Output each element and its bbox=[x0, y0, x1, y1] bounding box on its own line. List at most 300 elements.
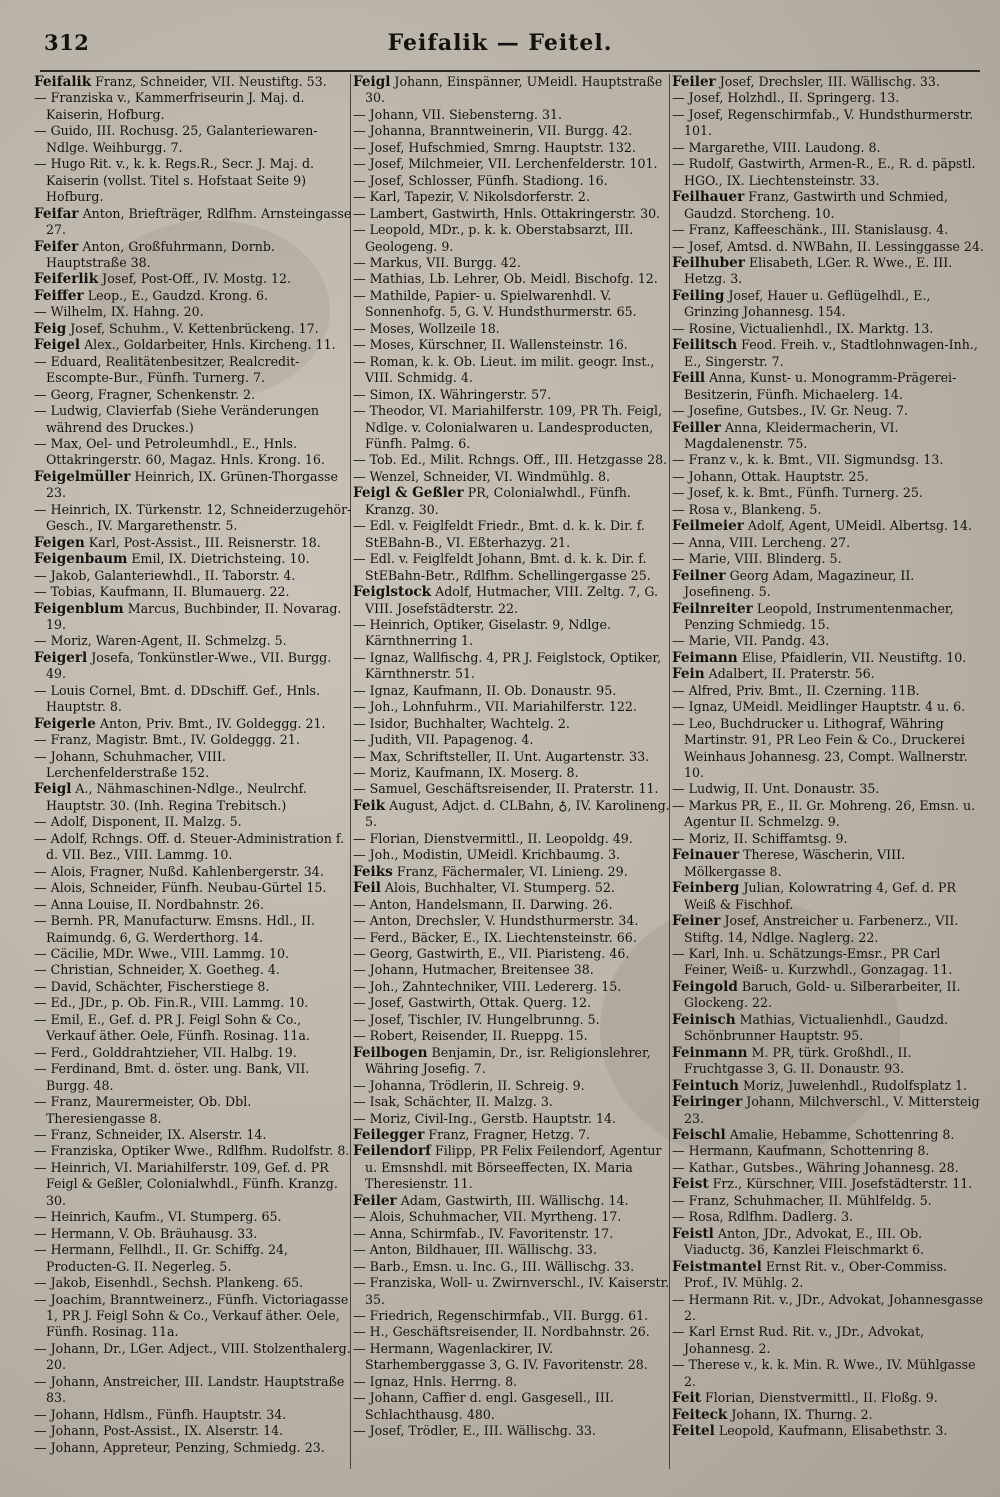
directory-entry bbox=[672, 107, 984, 140]
entry-text: Moriz, Juwelenhdl., Rudolfsplatz 1. bbox=[742, 1077, 968, 1093]
entry-surname: Feiks bbox=[353, 863, 393, 880]
entry-text: — Hugo Rit. v., k. k. Regs.R., Secr. J. Maj. d. Kaiserin (vollst. Titel s. Hofstaat Seite 9) Hofburg. bbox=[34, 156, 315, 205]
page-title: Feifalik — Feitel. bbox=[387, 30, 613, 56]
entry-text: — Georg, Fragner, Schenkenstr. 2. bbox=[34, 386, 256, 402]
directory-entry bbox=[34, 321, 352, 337]
directory-entry bbox=[353, 781, 671, 797]
directory-entry bbox=[34, 337, 352, 353]
entry-text: — Ferd., Bäcker, E., IX. Liechtensteinstr. 66. bbox=[353, 929, 637, 945]
directory-entry bbox=[34, 650, 352, 683]
directory-entry bbox=[353, 485, 671, 518]
entry-text: — Johann, Appreteur, Penzing, Schmiedg. 23. bbox=[34, 1439, 325, 1455]
entry-text: Anna, Kleidermacherin, VI. Magdalenenstr. 75. bbox=[684, 419, 899, 451]
directory-entry bbox=[34, 814, 352, 830]
entry-text: — Samuel, Geschäftsreisender, II. Praterstr. 11. bbox=[353, 781, 659, 797]
directory-entry bbox=[34, 1045, 352, 1061]
entry-surname: Feinberg bbox=[672, 880, 740, 897]
entry-text: — Friedrich, Regenschirmfab., VII. Burgg. 61. bbox=[353, 1307, 649, 1323]
entry-text: — Lambert, Gastwirth, Hnls. Ottakringerstr. 30. bbox=[353, 205, 661, 221]
directory-entry bbox=[34, 1160, 352, 1209]
entry-text: — H., Geschäftsreisender, II. Nordbahnstr. 26. bbox=[353, 1324, 650, 1340]
directory-entry bbox=[672, 1193, 984, 1209]
directory-entry bbox=[353, 1308, 671, 1324]
directory-entry bbox=[353, 683, 671, 699]
directory-entry bbox=[34, 123, 352, 156]
entry-text: Anton, Priv. Bmt., IV. Goldeggg. 21. bbox=[99, 715, 326, 731]
entry-text: Leop., E., Gaudzd. Krong. 6. bbox=[87, 287, 269, 303]
entry-surname: Feiling bbox=[672, 287, 725, 304]
entry-text: Adam, Gastwirth, III. Wällischg. 14. bbox=[400, 1192, 629, 1208]
entry-surname: Feitel bbox=[672, 1423, 715, 1440]
entry-text: — Cäcilie, MDr. Wwe., VIII. Lammg. 10. bbox=[34, 946, 290, 962]
entry-text: — Josef, Gastwirth, Ottak. Querg. 12. bbox=[353, 995, 592, 1011]
directory-entry bbox=[353, 469, 671, 485]
directory-entry bbox=[353, 354, 671, 387]
directory-entry bbox=[34, 995, 352, 1011]
entry-text: — Emil, E., Gef. d. PR J. Feigl Sohn & Co., Verkauf äther. Oele, Fünfh. Rosinag. 11a. bbox=[34, 1011, 310, 1044]
directory-entry bbox=[34, 502, 352, 535]
entry-surname: Feinauer bbox=[672, 847, 740, 864]
directory-entry bbox=[672, 1226, 984, 1259]
entry-text: Johann, Einspänner, UMeidl. Hauptstraße 30. bbox=[365, 74, 663, 106]
entry-text: Julian, Kolowratring 4, Gef. d. PR Weiß & Fischhof. bbox=[684, 880, 956, 912]
directory-entry bbox=[353, 1012, 671, 1028]
directory-entry bbox=[353, 699, 671, 715]
entry-text: — Moses, Wollzeile 18. bbox=[353, 320, 500, 336]
directory-entry bbox=[34, 354, 352, 387]
entry-surname: Feilhauer bbox=[672, 189, 745, 206]
directory-entry bbox=[672, 1324, 984, 1357]
entry-text: — Hermann Rit. v., JDr., Advokat, Johannesgasse 2. bbox=[672, 1291, 984, 1323]
directory-entry bbox=[34, 1226, 352, 1242]
directory-entry bbox=[353, 946, 671, 962]
directory-entry bbox=[34, 1423, 352, 1439]
directory-entry bbox=[672, 420, 984, 453]
directory-entry bbox=[672, 1259, 984, 1292]
entry-text: — Moriz, Civil-Ing., Gerstb. Hauptstr. 14. bbox=[353, 1110, 617, 1126]
entry-text: Adolf, Hutmacher, VIII. Zeltg. 7, G. VIII. Josefstädterstr. 22. bbox=[365, 584, 658, 616]
entry-text: — Anna, Schirmfab., IV. Favoritenstr. 17. bbox=[353, 1225, 614, 1241]
entry-text: Heinrich, IX. Grünen-Thorgasse 23. bbox=[46, 468, 338, 501]
entry-text: PR, Colonialwhdl., Fünfh. Kranzg. 30. bbox=[365, 485, 631, 517]
entry-text: — Alois, Schuhmacher, VII. Myrtheng. 17. bbox=[353, 1209, 622, 1225]
entry-text: — Bernh. PR, Manufacturw. Emsns. Hdl., II. Raimundg. 6, G. Werderthorg. 14. bbox=[34, 913, 316, 945]
directory-column-1 bbox=[34, 74, 352, 1474]
directory-entry bbox=[672, 321, 984, 337]
entry-text: — Therese v., k. k. Min. R. Wwe., IV. Mühlgasse 2. bbox=[672, 1357, 976, 1389]
directory-entry bbox=[34, 535, 352, 551]
directory-entry bbox=[353, 156, 671, 172]
entry-text: — Judith, VII. Papagenog. 4. bbox=[353, 732, 534, 748]
entry-text: Elisabeth, LGer. R. Wwe., E. III. Hetzg. 3. bbox=[684, 254, 953, 287]
entry-surname: Feig bbox=[34, 320, 67, 337]
entry-text: Adolf, Agent, UMeidl. Albertsg. 14. bbox=[747, 518, 973, 534]
entry-text: — Edl. v. Feiglfeldt Friedr., Bmt. d. k. k. Dir. f. StEBahn-B., VI. Eßterhazyg. 21. bbox=[353, 518, 645, 550]
entry-surname: Feistmantel bbox=[672, 1258, 762, 1275]
entry-surname: Feischl bbox=[672, 1127, 726, 1143]
entry-text: — Franz, Kaffeeschänk., III. Stanislausg. 4. bbox=[672, 222, 949, 238]
entry-text: A., Nähmaschinen-Ndlge., Neulrchf. Hauptstr. 30. (Inh. Regina Trebitsch.) bbox=[46, 781, 307, 813]
entry-text: — Ferd., Golddrahtzieher, VII. Halbg. 19. bbox=[34, 1044, 297, 1060]
directory-entry bbox=[34, 962, 352, 978]
directory-entry bbox=[672, 946, 984, 979]
entry-surname: Feik bbox=[353, 797, 386, 814]
entry-text: Anna, Kunst- u. Monogramm-Prägerei-Besitzerin, Fünfh. Michaelerg. 14. bbox=[684, 370, 957, 402]
entry-text: — Adolf, Disponent, II. Malzg. 5. bbox=[34, 814, 242, 830]
entry-text: — Max, Schriftsteller, II. Unt. Augartenstr. 33. bbox=[353, 748, 650, 764]
directory-entry bbox=[353, 173, 671, 189]
directory-entry bbox=[672, 189, 984, 222]
entry-text: — Johann, Post-Assist., IX. Alserstr. 14. bbox=[34, 1423, 284, 1439]
entry-surname: Feiler bbox=[672, 74, 716, 90]
directory-entry bbox=[672, 535, 984, 551]
directory-entry bbox=[672, 683, 984, 699]
directory-entry bbox=[34, 1407, 352, 1423]
entry-text: — Johann, Ottak. Hauptstr. 25. bbox=[672, 468, 869, 484]
directory-entry bbox=[672, 140, 984, 156]
directory-entry bbox=[353, 1423, 671, 1439]
directory-entry bbox=[672, 518, 984, 534]
directory-entry bbox=[34, 387, 352, 403]
entry-text: Feod. Freih. v., Stadtlohnwagen-Inh., E., Singerstr. 7. bbox=[684, 337, 978, 369]
entry-text: — Johann, Hdlsm., Fünfh. Hauptstr. 34. bbox=[34, 1406, 287, 1422]
directory-entry bbox=[34, 271, 352, 287]
entry-text: — Joh., Lohnfuhrm., VII. Mariahilferstr. 122. bbox=[353, 699, 637, 715]
entry-text: — Robert, Reisender, II. Rueppg. 15. bbox=[353, 1028, 588, 1044]
entry-text: — David, Schächter, Fischerstiege 8. bbox=[34, 978, 270, 994]
entry-surname: Feill bbox=[672, 370, 706, 387]
entry-text: — Franz v., k. k. Bmt., VII. Sigmundsg. 13. bbox=[672, 452, 944, 468]
entry-surname: Feintuch bbox=[672, 1077, 739, 1094]
directory-entry bbox=[672, 1176, 984, 1192]
entry-text: — Heinrich, VI. Mariahilferstr. 109, Gef. d. PR Feigl & Geßler, Colonialwhdl., Fünfh. Kranzg. 30. bbox=[34, 1159, 338, 1208]
entry-surname: Feilendorf bbox=[353, 1143, 431, 1160]
entry-surname: Feigelmüller bbox=[34, 468, 131, 485]
entry-surname: Feilnreiter bbox=[672, 600, 753, 617]
directory-entry bbox=[34, 1209, 352, 1225]
directory-entry bbox=[353, 74, 671, 107]
directory-entry bbox=[672, 666, 984, 682]
entry-text: Baruch, Gold- u. Silberarbeiter, II. Glockeng. 22. bbox=[684, 978, 961, 1011]
entry-text: — Adolf, Rchngs. Off. d. Steuer-Administration f. d. VII. Bez., VIII. Lammg. 10. bbox=[34, 830, 345, 863]
directory-entry bbox=[672, 255, 984, 288]
entry-surname: Feinisch bbox=[672, 1011, 736, 1028]
directory-entry bbox=[353, 930, 671, 946]
entry-text: — Wenzel, Schneider, VI. Windmühlg. 8. bbox=[353, 468, 611, 484]
entry-text: — Ludwig, Clavierfab (Siehe Veränderungen während des Druckes.) bbox=[34, 403, 320, 435]
directory-entry bbox=[353, 880, 671, 896]
entry-text: — Josefine, Gutsbes., IV. Gr. Neug. 7. bbox=[672, 403, 909, 419]
entry-text: — Jakob, Eisenhdl., Sechsh. Plankeng. 65. bbox=[34, 1275, 304, 1291]
entry-text: — Moriz, II. Schiffamtsg. 9. bbox=[672, 830, 848, 846]
entry-text: Josefa, Tonkünstler-Wwe., VII. Burgg. 49. bbox=[46, 649, 332, 682]
entry-surname: Feist bbox=[672, 1176, 709, 1193]
entry-text: — Johanna, Trödlerin, II. Schreig. 9. bbox=[353, 1077, 585, 1093]
entry-text: — Christian, Schneider, X. Goetheg. 4. bbox=[34, 962, 280, 978]
entry-text: — Johann, Caffier d. engl. Gasgesell., III. Schlachthausg. 480. bbox=[353, 1390, 614, 1422]
entry-text: Anton, JDr., Advokat, E., III. Ob. Viaductg. 36, Kanzlei Fleischmarkt 6. bbox=[684, 1225, 925, 1258]
directory-entry bbox=[672, 403, 984, 419]
entry-text: — Johann, VII. Siebensterng. 31. bbox=[353, 106, 563, 122]
directory-entry bbox=[353, 288, 671, 321]
directory-entry bbox=[672, 1390, 984, 1406]
directory-entry bbox=[353, 650, 671, 683]
directory-entry bbox=[672, 847, 984, 880]
entry-text: Florian, Dienstvermittl., II. Floßg. 9. bbox=[705, 1390, 938, 1406]
directory-entry bbox=[353, 1209, 671, 1225]
directory-entry bbox=[34, 1242, 352, 1275]
directory-entry bbox=[353, 1259, 671, 1275]
directory-entry bbox=[34, 633, 352, 649]
entry-surname: Feigerl bbox=[34, 649, 88, 666]
entry-text: Therese, Wäscherin, VIII. Mölkergasse 8. bbox=[684, 847, 906, 879]
directory-entry bbox=[353, 551, 671, 584]
entry-surname: Feigel bbox=[34, 337, 81, 354]
directory-entry bbox=[34, 1061, 352, 1094]
directory-entry bbox=[34, 749, 352, 782]
entry-text: — Johann, Hutmacher, Breitensee 38. bbox=[353, 962, 594, 978]
entry-surname: Feiler bbox=[353, 1192, 397, 1209]
entry-text: Johann, IX. Thurng. 2. bbox=[731, 1406, 873, 1422]
directory-entry bbox=[353, 1374, 671, 1390]
directory-entry bbox=[34, 946, 352, 962]
entry-text: — Karl, Tapezir, V. Nikolsdorferstr. 2. bbox=[353, 189, 590, 205]
entry-text: — Guido, III. Rochusg. 25, Galanteriewaren-Ndlge. Weihburgg. 7. bbox=[34, 123, 318, 155]
entry-surname: Feiller bbox=[672, 419, 721, 436]
directory-entry bbox=[672, 337, 984, 370]
directory-entry bbox=[672, 74, 984, 90]
entry-surname: Feigerle bbox=[34, 715, 96, 732]
entry-text: — Simon, IX. Währingerstr. 57. bbox=[353, 386, 552, 402]
page-header bbox=[0, 30, 1000, 66]
entry-text: — Josef, k. k. Bmt., Fünfh. Turnerg. 25. bbox=[672, 485, 923, 501]
directory-entry bbox=[34, 1374, 352, 1407]
entry-text: — Joh., Zahntechniker, VIII. Ledererg. 15. bbox=[353, 978, 622, 994]
entry-text: — Hermann, Kaufmann, Schottenring 8. bbox=[672, 1143, 930, 1159]
directory-entry bbox=[672, 288, 984, 321]
entry-text: — Marie, VIII. Blinderg. 5. bbox=[672, 551, 842, 567]
entry-surname: Feimann bbox=[672, 649, 738, 666]
entry-text: Leopold, Kaufmann, Elisabethstr. 3. bbox=[718, 1423, 948, 1439]
directory-entry bbox=[672, 551, 984, 567]
entry-text: Alex., Goldarbeiter, Hnls. Kircheng. 11. bbox=[84, 337, 336, 353]
entry-surname: Feilegger bbox=[353, 1127, 425, 1143]
directory-entry bbox=[672, 1407, 984, 1423]
directory-entry bbox=[353, 403, 671, 452]
directory-entry bbox=[353, 831, 671, 847]
entry-text: Josef, Drechsler, III. Wällischg. 33. bbox=[719, 74, 940, 89]
directory-entry bbox=[672, 650, 984, 666]
directory-entry bbox=[353, 1226, 671, 1242]
directory-entry bbox=[353, 1324, 671, 1340]
entry-text: — Moriz, Waren-Agent, II. Schmelzg. 5. bbox=[34, 633, 287, 649]
entry-text: — Johann, Schuhmacher, VIII. Lerchenfelderstraße 152. bbox=[34, 748, 226, 781]
directory-entry bbox=[34, 1292, 352, 1341]
directory-entry bbox=[34, 239, 352, 272]
entry-text: — Franz, Schuhmacher, II. Mühlfeldg. 5. bbox=[672, 1192, 932, 1208]
directory-entry bbox=[353, 123, 671, 139]
directory-entry bbox=[353, 1127, 671, 1143]
entry-text: Amalie, Hebamme, Schottenring 8. bbox=[729, 1127, 955, 1142]
entry-text: — Mathias, Lb. Lehrer, Ob. Meidl. Bischofg. 12. bbox=[353, 271, 658, 287]
directory-entry bbox=[672, 1209, 984, 1225]
directory-entry bbox=[672, 452, 984, 468]
entry-text: Anton, Briefträger, Rdlfhm. Arnsteingasse 27. bbox=[46, 205, 352, 238]
directory-entry bbox=[353, 140, 671, 156]
entry-text: — Marie, VII. Pandg. 43. bbox=[672, 633, 830, 649]
entry-text: — Johann, Anstreicher, III. Landstr. Hauptstraße 83. bbox=[34, 1373, 345, 1406]
directory-entry bbox=[353, 765, 671, 781]
directory-entry bbox=[353, 962, 671, 978]
entry-text: — Kathar., Gutsbes., Währing Johannesg. 28. bbox=[672, 1159, 959, 1175]
entry-text: — Isak, Schächter, II. Malzg. 3. bbox=[353, 1094, 553, 1110]
directory-entry bbox=[34, 1143, 352, 1159]
entry-text: Ernst Rit. v., Ober-Commiss. Prof., IV. Mühlg. 2. bbox=[684, 1258, 948, 1291]
directory-entry bbox=[353, 584, 671, 617]
entry-surname: Feiner bbox=[672, 913, 721, 930]
entry-surname: Feit bbox=[672, 1390, 701, 1407]
directory-entry bbox=[672, 913, 984, 946]
directory-entry bbox=[353, 387, 671, 403]
entry-text: — Franziska, Woll- u. Zwirnverschl., IV. Kaiserstr. 35. bbox=[353, 1275, 670, 1307]
entry-text: — Mathilde, Papier- u. Spielwarenhdl. V. Sonnenhofg. 5, G. V. Hundsthurmerstr. 65. bbox=[353, 287, 637, 320]
directory-entry bbox=[672, 1357, 984, 1390]
directory-entry bbox=[34, 469, 352, 502]
entry-text: — Margarethe, VIII. Laudong. 8. bbox=[672, 139, 881, 155]
directory-entry bbox=[34, 864, 352, 880]
directory-entry bbox=[353, 321, 671, 337]
directory-entry bbox=[353, 1094, 671, 1110]
entry-text: Frz., Kürschner, VIII. Josefstädterstr. 11. bbox=[712, 1176, 973, 1192]
directory-entry bbox=[34, 716, 352, 732]
directory-entry bbox=[353, 732, 671, 748]
entry-text: Mathias, Victualienhdl., Gaudzd. Schönbrunner Hauptstr. 95. bbox=[684, 1011, 949, 1044]
directory-entry bbox=[34, 74, 352, 90]
directory-entry bbox=[353, 1078, 671, 1094]
entry-text: — Wilhelm, IX. Hahng. 20. bbox=[34, 304, 204, 320]
entry-text: — Josef, Tischler, IV. Hungelbrunng. 5. bbox=[353, 1011, 600, 1027]
directory-entry bbox=[34, 1341, 352, 1374]
entry-text: Benjamin, Dr., isr. Religionslehrer, Währing Josefig. 7. bbox=[365, 1044, 651, 1077]
entry-text: August, Adjct. d. CLBahn, ♁, IV. Karolineng. 5. bbox=[365, 797, 670, 830]
entry-surname: Feilner bbox=[672, 567, 726, 584]
entry-text: Franz, Fächermaler, VI. Linieng. 29. bbox=[396, 863, 628, 879]
directory-entry bbox=[34, 90, 352, 123]
directory-entry bbox=[353, 1045, 671, 1078]
entry-text: — Moses, Kürschner, II. Wallensteinstr. 16. bbox=[353, 337, 628, 353]
entry-text: Franz, Schneider, VII. Neustiftg. 53. bbox=[95, 74, 327, 89]
directory-entry bbox=[672, 156, 984, 189]
entry-text: — Alois, Fragner, Nußd. Kahlenbergerstr. 34. bbox=[34, 863, 324, 879]
directory-entry bbox=[672, 1423, 984, 1439]
entry-text: — Karl, Inh. u. Schätzungs-Emsr., PR Carl Feiner, Weiß- u. Kurzwhdl., Gonzagag. 11. bbox=[672, 946, 953, 978]
entry-text: — Joh., Modistin, UMeidl. Krichbaumg. 3. bbox=[353, 847, 620, 863]
entry-text: — Hermann, Wagenlackirer, IV. Starhemberggasse 3, G. IV. Favoritenstr. 28. bbox=[353, 1340, 648, 1373]
entry-surname: Feigl & Geßler bbox=[353, 485, 464, 502]
entry-text: — Leo, Buchdrucker u. Lithograf, Währing Martinstr. 91, PR Leo Fein & Co., Druckerei Weinhaus Johannesg. 23, Compt. Wallnerstr. 10. bbox=[672, 715, 968, 781]
entry-text: Franz, Gastwirth und Schmied, Gaudzd. Storcheng. 10. bbox=[684, 189, 948, 221]
entry-text: — Leopold, MDr., p. k. k. Oberstabsarzt, III. Geologeng. 9. bbox=[353, 222, 634, 254]
entry-text: — Anton, Drechsler, V. Hundsthurmerstr. 34. bbox=[353, 913, 639, 929]
entry-surname: Feilbogen bbox=[353, 1044, 428, 1061]
entry-text: Josef, Hauer u. Geflügelhdl., E., Grinzing Johannesg. 154. bbox=[684, 287, 931, 320]
directory-entry bbox=[34, 897, 352, 913]
directory-entry bbox=[34, 288, 352, 304]
directory-entry bbox=[672, 979, 984, 1012]
entry-text: — Edl. v. Feiglfeldt Johann, Bmt. d. k. k. Dir. f. StEBahn-Betr., Rdlfhm. Schellingergasse 25. bbox=[353, 551, 651, 583]
directory-entry bbox=[353, 1193, 671, 1209]
entry-text: Josef, Post-Off., IV. Mostg. 12. bbox=[102, 271, 292, 287]
directory-entry bbox=[353, 864, 671, 880]
directory-entry bbox=[672, 781, 984, 797]
entry-text: — Rudolf, Gastwirth, Armen-R., E., R. d. päpstl. HGO., IX. Liechtensteinstr. 33. bbox=[672, 156, 976, 188]
entry-text: — Anna, VIII. Lercheng. 27. bbox=[672, 534, 851, 550]
entry-surname: Fein bbox=[672, 666, 705, 683]
directory-entry bbox=[672, 90, 984, 106]
header-rule bbox=[40, 70, 980, 72]
directory-column-3 bbox=[672, 74, 984, 1474]
directory-entry bbox=[353, 617, 671, 650]
entry-text: Leopold, Instrumentenmacher, Penzing Schmiedg. 15. bbox=[684, 600, 954, 632]
entry-surname: Feifar bbox=[34, 205, 79, 222]
entry-text: Josef, Anstreicher u. Farbenerz., VII. Stiftg. 14, Ndlge. Naglerg. 22. bbox=[684, 913, 959, 945]
directory-entry bbox=[353, 271, 671, 287]
entry-surname: Feinmann bbox=[672, 1044, 748, 1061]
entry-text: — Eduard, Realitätenbesitzer, Realcredit-Escompte-Bur., Fünfh. Turnerg. 7. bbox=[34, 353, 300, 386]
directory-entry bbox=[353, 1242, 671, 1258]
entry-surname: Feiringer bbox=[672, 1094, 743, 1111]
entry-text: — Louis Cornel, Bmt. d. DDschiff. Gef., Hnls. Hauptstr. 8. bbox=[34, 682, 320, 715]
entry-surname: Feiteck bbox=[672, 1406, 728, 1423]
entry-text: — Barb., Emsn. u. Inc. G., III. Wällischg. 33. bbox=[353, 1258, 635, 1274]
directory-entry bbox=[672, 633, 984, 649]
directory-entry bbox=[672, 1127, 984, 1143]
entry-text: — Karl Ernst Rud. Rit. v., JDr., Advokat, Johannesg. 2. bbox=[672, 1324, 925, 1356]
entry-surname: Feistl bbox=[672, 1225, 714, 1242]
entry-surname: Feiglstock bbox=[353, 584, 432, 601]
directory-entry bbox=[34, 1440, 352, 1456]
entry-text: Alois, Buchhalter, VI. Stumperg. 52. bbox=[384, 880, 615, 896]
directory-entry bbox=[34, 551, 352, 567]
entry-text: — Georg, Gastwirth, E., VII. Piaristeng. 46. bbox=[353, 946, 630, 962]
directory-entry bbox=[34, 206, 352, 239]
directory-entry bbox=[672, 1094, 984, 1127]
entry-text: Josef, Schuhm., V. Kettenbrückeng. 17. bbox=[70, 320, 319, 336]
entry-text: — Ignaz, Hnls. Herrng. 8. bbox=[353, 1373, 518, 1389]
directory-entry bbox=[353, 1390, 671, 1423]
entry-text: — Ed., JDr., p. Ob. Fin.R., VIII. Lammg. 10. bbox=[34, 995, 309, 1011]
entry-text: — Hermann, V. Ob. Bräuhausg. 33. bbox=[34, 1225, 258, 1241]
directory-entry bbox=[34, 1094, 352, 1127]
entry-text: — Ludwig, II. Unt. Donaustr. 35. bbox=[672, 781, 880, 797]
entry-surname: Feigen bbox=[34, 534, 85, 551]
entry-text: — Franz, Maurermeister, Ob. Dbl. Theresiengasse 8. bbox=[34, 1094, 252, 1126]
entry-surname: Feifer bbox=[34, 238, 79, 255]
entry-text: — Jakob, Galanteriewhdl., II. Taborstr. 4. bbox=[34, 567, 296, 583]
entry-surname: Feilitsch bbox=[672, 337, 738, 354]
entry-text: — Josef, Hufschmied, Smrng. Hauptstr. 132. bbox=[353, 139, 636, 155]
directory-entry bbox=[353, 1275, 671, 1308]
entry-text: — Ignaz, Kaufmann, II. Ob. Donaustr. 95. bbox=[353, 682, 617, 698]
directory-entry bbox=[353, 1143, 671, 1192]
directory-entry bbox=[34, 781, 352, 814]
directory-entry bbox=[672, 485, 984, 501]
directory-entry bbox=[353, 1111, 671, 1127]
directory-entry bbox=[672, 1292, 984, 1325]
entry-text: — Josef, Trödler, E., III. Wällischg. 33. bbox=[353, 1423, 596, 1439]
entry-text: Adalbert, II. Praterstr. 56. bbox=[708, 666, 875, 682]
entry-text: Karl, Post-Assist., III. Reisnerstr. 18. bbox=[88, 534, 321, 550]
